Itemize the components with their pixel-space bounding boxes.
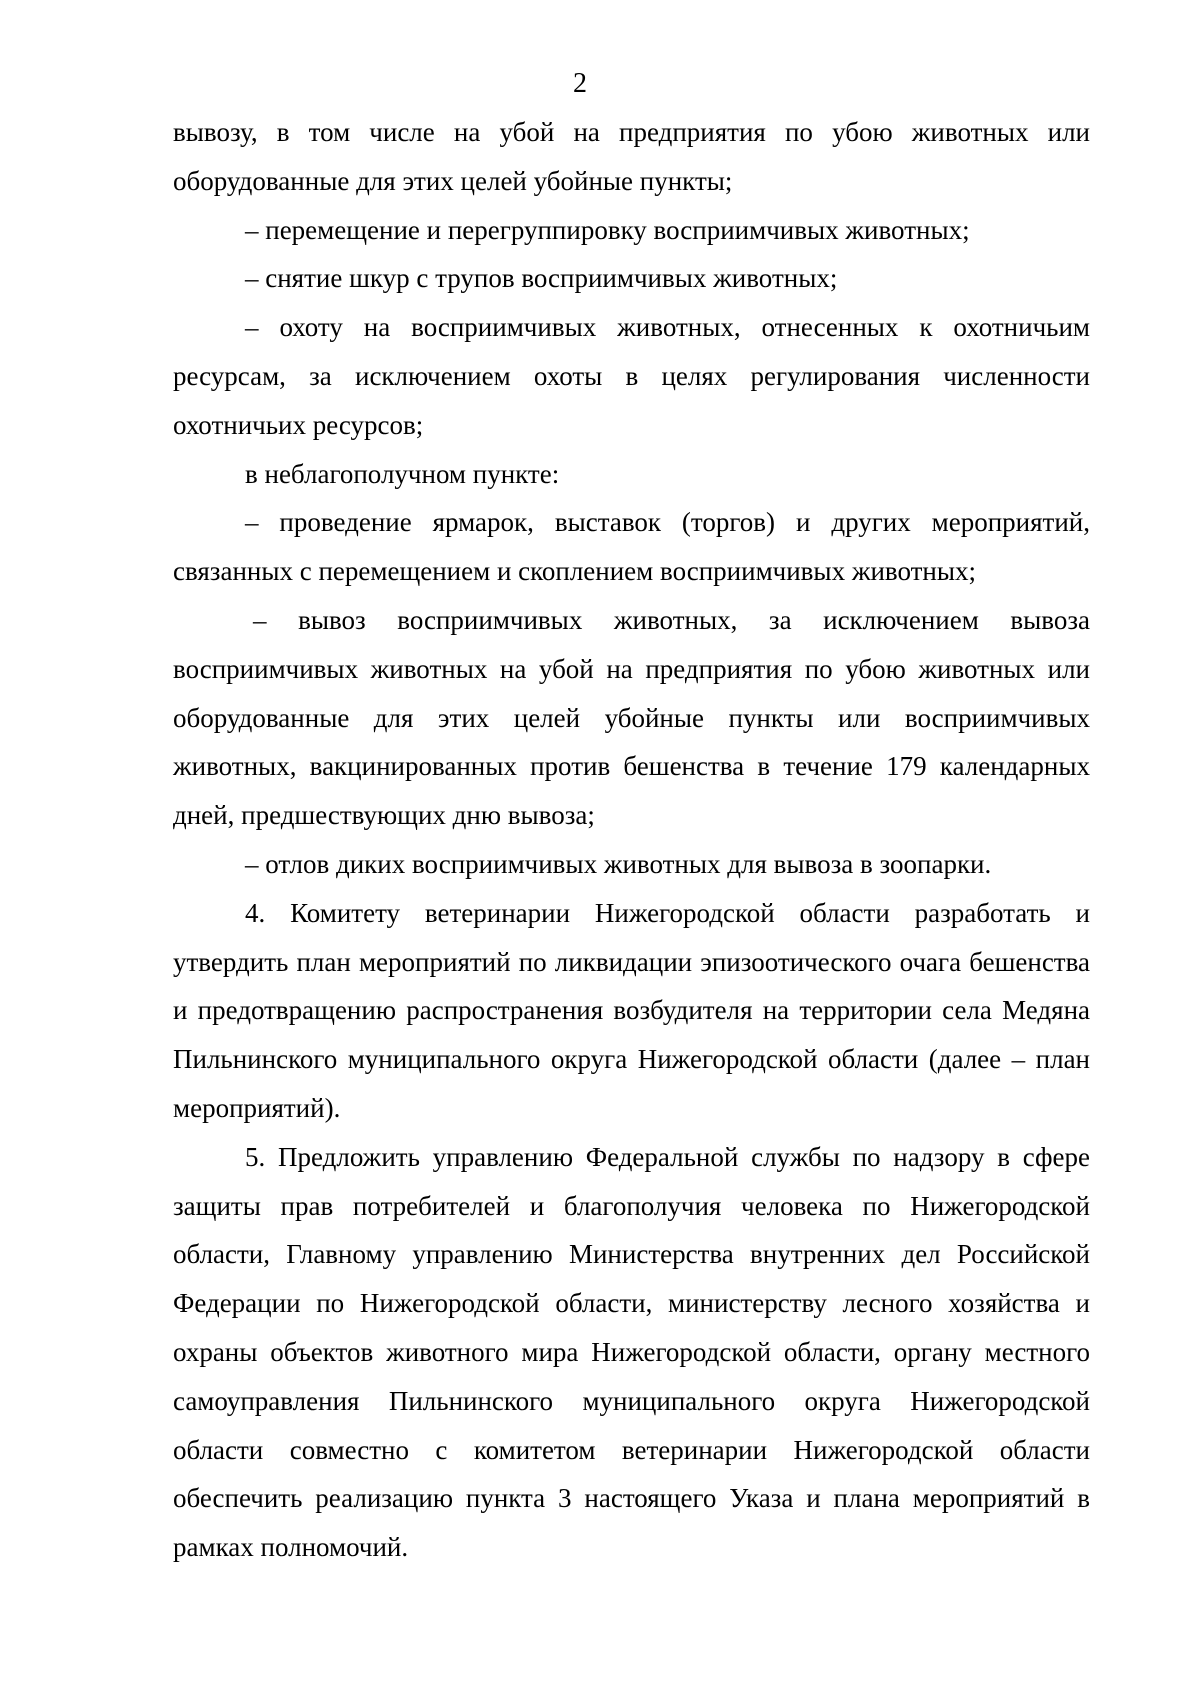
list-item-capture: – отлов диких восприимчивых животных для вывоза в зоопарки. [245,848,992,879]
list-item-hunting: – охоту на восприимчивых животных, отнесенных к охотничьим ресурсам, за исключением охоты в целях регулирования численности охотничьих ресурсов; [173,312,1090,440]
list-item-fairs: – проведение ярмарок, выставок (торгов) и других мероприятий, связанных с перемещением и скоплением восприимчивых животных; [173,507,1090,587]
clause-4: 4. Комитету ветеринарии Нижегородской области разработать и утвердить план мероприятий по ликвидации эпизоотического очага бешенства и предотвращению распространения возбудителя на территории села Медяна Пильнинского муниципального округа Нижегородской области (далее – план мероприятий). [173,897,1090,1123]
list-item-export: – вывоз восприимчивых животных, за исключением вывоза восприимчивых животных на убой на предприятия по убою животных или оборудованные для этих целей убойные пункты или восприимчивых животных, вакцинированных против бешенства в течение 179 календарных дней, предшествующих дню вывоза; [173,604,1090,831]
clause-5: 5. Предложить управлению Федеральной службы по надзору в сфере защиты прав потребителей и благополучия человека по Нижегородской области, Главному управлению Министерства внутренних дел Российской Федерации по Нижегородской области, министерству лесного хозяйства и охраны объектов животного мира Нижегородской области, органу местного самоуправления Пильнинского муниципального округа Нижегородской области совместно с комитетом ветеринарии Нижегородской области обеспечить реализацию пункта 3 настоящего Указа и плана мероприятий в рамках полномочий. [173,1141,1090,1563]
list-item-relocation: – перемещение и перегруппировку восприимчивых животных; [245,214,970,245]
subheading-unfavorable-area: в неблагополучном пункте: [245,458,560,489]
paragraph-continuation: вывозу, в том числе на убой на предприятия по убою животных или оборудованные для этих целей убойные пункты; [173,117,1090,196]
document-body [173,108,1090,1572]
page-number: 2 [573,68,587,99]
list-item-skinning: – снятие шкур с трупов восприимчивых животных; [245,263,838,294]
